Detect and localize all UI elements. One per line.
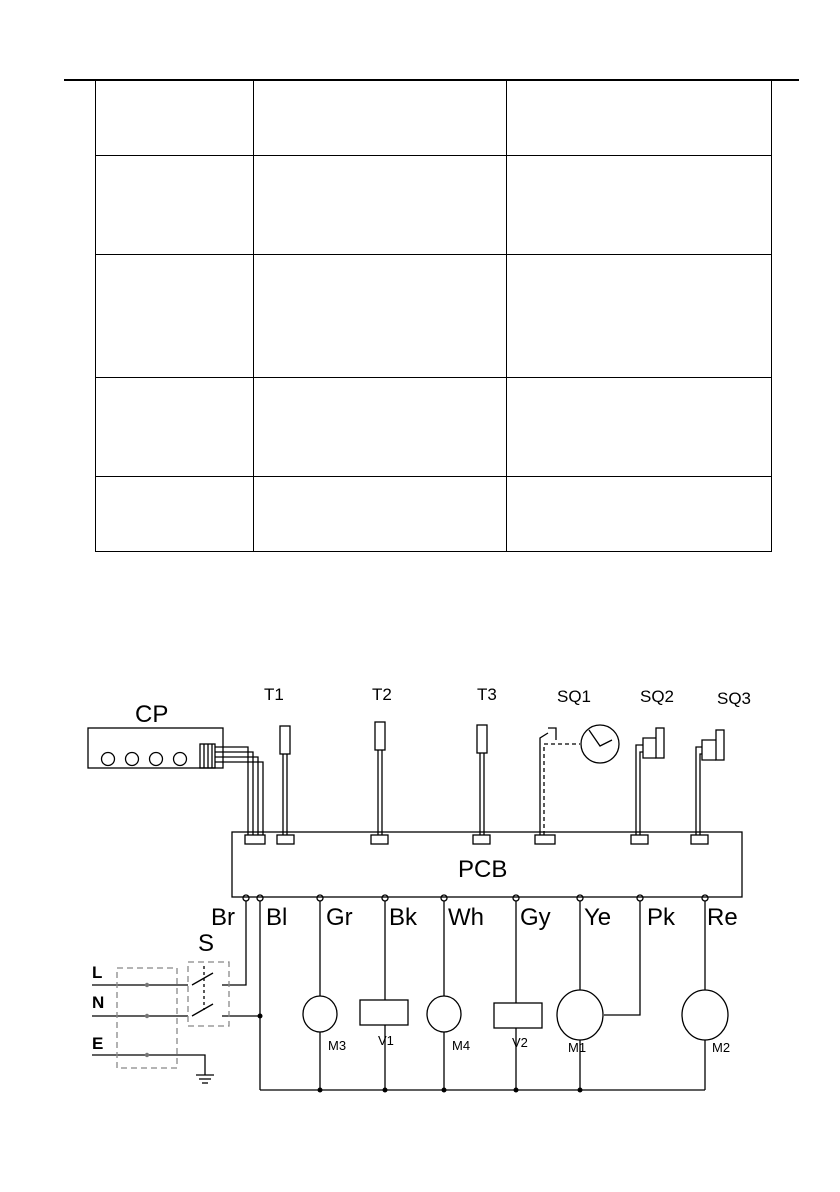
table-row: [96, 378, 772, 477]
table-row: [96, 156, 772, 255]
wire-label: Gy: [520, 904, 551, 931]
valve-v2: [494, 1003, 542, 1028]
control-panel: [88, 728, 263, 835]
sensor-label: T2: [372, 685, 392, 704]
table-cell: [254, 81, 507, 156]
motor-m1: [557, 990, 603, 1040]
pcb-label: PCB: [458, 856, 508, 883]
load-label: M1: [568, 1040, 587, 1055]
sensor-label: T3: [477, 685, 497, 704]
table-cell: [507, 81, 772, 156]
wire-label: Bl: [266, 904, 288, 931]
table-cell: [507, 378, 772, 477]
load-label: V2: [512, 1035, 528, 1050]
switch-sq3: [696, 730, 724, 835]
empty-table: [95, 81, 772, 552]
switch-sq1: [540, 725, 619, 835]
sensor-t3: [477, 725, 487, 835]
table-cell: [96, 255, 254, 378]
table-row: [96, 81, 772, 156]
main-switch-label: S: [198, 930, 215, 957]
wiring-diagram: [0, 640, 840, 1120]
table-row: [96, 255, 772, 378]
switch-label: SQ1: [557, 687, 592, 706]
motor-m3: [303, 996, 337, 1032]
table-cell: [254, 156, 507, 255]
control-panel-label: CP: [135, 701, 169, 728]
wire-label: Wh: [448, 904, 484, 931]
valve-v1: [360, 1000, 408, 1025]
load-label: M3: [328, 1038, 347, 1053]
pcb-terminals: [243, 895, 708, 901]
table-cell: [507, 255, 772, 378]
mains-label: N: [92, 993, 105, 1012]
mains-label: E: [92, 1034, 104, 1053]
table-cell: [507, 477, 772, 552]
wire-label: Ye: [584, 904, 612, 931]
wire-label: Gr: [326, 904, 353, 931]
table-cell: [254, 378, 507, 477]
table-cell: [254, 255, 507, 378]
motor-m2: [682, 990, 728, 1040]
sensor-t2: [375, 722, 385, 835]
table-cell: [96, 156, 254, 255]
switch-sq2: [636, 728, 664, 835]
mains-label: L: [92, 963, 103, 982]
table-cell: [507, 156, 772, 255]
table-cell: [96, 81, 254, 156]
switch-label: SQ2: [640, 687, 675, 706]
motor-m4: [427, 996, 461, 1032]
wire-label: Re: [707, 904, 738, 931]
table-row: [96, 477, 772, 552]
sensor-t1: [280, 726, 290, 835]
wire-label: Br: [211, 904, 235, 931]
load-label: M4: [452, 1038, 471, 1053]
load-label: M2: [712, 1040, 731, 1055]
load-label: V1: [378, 1033, 394, 1048]
wire-label: Pk: [647, 904, 676, 931]
table-cell: [96, 477, 254, 552]
switch-label: SQ3: [717, 689, 752, 708]
wire-label: Bk: [389, 904, 418, 931]
sensor-label: T1: [264, 685, 284, 704]
table-cell: [254, 477, 507, 552]
table-cell: [96, 378, 254, 477]
